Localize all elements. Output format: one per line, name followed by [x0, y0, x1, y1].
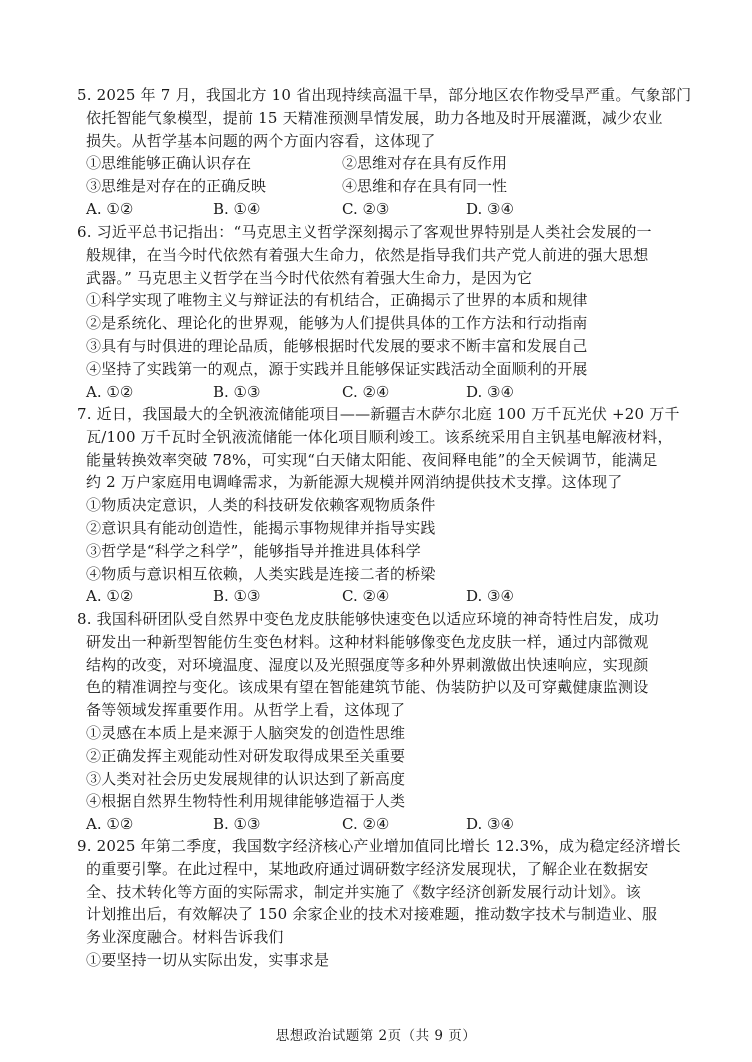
q7-option-line: ④物质与意识相互依赖，人类实践是连接二者的桥梁: [86, 564, 436, 583]
question-5: [77, 84, 692, 221]
q8-option-line: ③人类对社会历史发展规律的认识达到了新高度: [86, 769, 406, 788]
q9-stem-line: 全、技术转化等方面的实际需求，制定并实施了《数字经济创新发展行动计划》。该: [86, 882, 641, 901]
q6-choice-a: A. ①②: [86, 382, 134, 401]
q6-stem-line: 6. 习近平总书记指出：“马克思主义哲学深刻揭示了客观世界特别是人类社会发展的一: [77, 223, 652, 241]
page-footer: 思想政治试题第 2页（共 9 页）: [275, 1028, 477, 1044]
q7-choice-d: D. ③④: [466, 587, 514, 606]
q7-stem-line: 瓦/100 万千瓦时全钒液流储能一体化项目顺利竣工。该系统采用自主钒基电解液材料，: [86, 427, 673, 446]
q6-choice-c: C. ②④: [342, 382, 390, 401]
q8-stem-line: 结构的改变，对环境温度、湿度以及光照强度等多种外界刺激做出快速响应，实现颜: [86, 655, 649, 674]
question-6: [77, 221, 668, 403]
q8-choice-d: D. ③④: [466, 815, 514, 834]
q5-statement-1: ①思维能够正确认识存在: [86, 154, 252, 173]
q9-option-line: ①要坚持一切从实际出发，实事求是: [86, 950, 330, 969]
q6-option-line: ④坚持了实践第一的观点，源于实践并且能够保证实践活动全面顺利的开展: [86, 359, 588, 378]
q8-option-line: ④根据自然界生物特性利用规律能够造福于人类: [86, 792, 406, 811]
q7-choice-row: [86, 585, 668, 608]
q9-stem-line: 的重要引擎。在此过程中，某地政府通过调研数字经济发展现状，了解企业在数据安: [86, 859, 649, 878]
q6-option-line: ③具有与时俱进的理论品质，能够根据时代发展的要求不断丰富和发展自己: [86, 336, 588, 355]
q6-choice-row: [86, 381, 668, 404]
question-8: [77, 608, 668, 836]
q8-stem-line: 备等领域发挥重要作用。从哲学上看，这体现了: [86, 701, 406, 720]
q7-option-line: ③哲学是“科学之科学”，能够指导并推进具体科学: [86, 541, 421, 560]
q8-option-line: ②正确发挥主观能动性对研发取得成果至关重要: [86, 746, 406, 765]
q8-stem-line: 8. 我国科研团队受自然界中变色龙皮肤能够快速变色以适应环境的神奇特性启发，成功: [77, 610, 660, 628]
q8-choice-a: A. ①②: [86, 815, 134, 834]
q7-stem-line: 7. 近日，我国最大的全钒液流储能项目——新疆吉木萨尔北庭 100 万千瓦光伏 +20 万千: [77, 405, 680, 423]
q7-choice-c: C. ②④: [342, 587, 390, 606]
q5-choice-b: B. ①④: [213, 199, 261, 218]
q5-statement-2: ②思维对存在具有反作用: [342, 154, 508, 173]
q5-statement-row: [86, 152, 668, 175]
q7-option-line: ①物质决定意识，人类的科技研发依赖客观物质条件: [86, 496, 436, 515]
q5-choice-d: D. ③④: [466, 199, 514, 218]
q7-stem-line: 能量转换效率突破 78%，可实现“白天储太阳能、夜间释电能”的全天候调节，能满足: [86, 450, 658, 469]
q5-stem-line: 5. 2025 年 7 月，我国北方 10 省出现持续高温干旱，部分地区农作物受旱严重。气象部门: [77, 86, 692, 104]
q5-stem-line: 损失。从哲学基本问题的两个方面内容看，这体现了: [86, 131, 436, 150]
q8-choice-c: C. ②④: [342, 815, 390, 834]
question-7: [77, 403, 680, 608]
q8-stem-line: 色的精准调控与变化。该成果有望在智能建筑节能、伪装防护以及可穿戴健康监测设: [86, 678, 649, 697]
q6-choice-d: D. ③④: [466, 382, 514, 401]
q5-choice-a: A. ①②: [86, 199, 134, 218]
q6-stem-line: 武器。” 马克思主义哲学在当今时代依然有着强大生命力，是因为它: [86, 268, 533, 287]
q6-stem-line: 般规律，在当今时代依然有着强大生命力，依然是指导我们共产党人前进的强大思想: [86, 245, 649, 264]
q8-choice-row: [86, 813, 668, 836]
q8-choice-b: B. ①③: [213, 815, 261, 834]
q5-stem-line: 依托智能气象模型，提前 15 天精准预测旱情发展，助力各地及时开展灌溉，减少农业: [86, 108, 663, 127]
q6-choice-b: B. ①③: [213, 382, 261, 401]
q6-option-line: ②是系统化、理论化的世界观，能够为人们提供具体的工作方法和行动指南: [86, 314, 588, 333]
q7-choice-b: B. ①③: [213, 587, 261, 606]
q6-option-line: ①科学实现了唯物主义与辩证法的有机结合，正确揭示了世界的本质和规律: [86, 291, 588, 310]
q9-stem-line: 9. 2025 年第二季度，我国数字经济核心产业增加值同比增长 12.3%，成为稳定经济增长: [77, 837, 681, 855]
q7-option-line: ②意识具有能动创造性，能揭示事物规律并指导实践: [86, 518, 436, 537]
q7-stem-line: 约 2 万户家庭用电调峰需求，为新能源大规模并网消纳提供技术支撑。这体现了: [86, 473, 623, 492]
q5-choice-row: [86, 198, 668, 221]
q7-choice-a: A. ①②: [86, 587, 134, 606]
q9-stem-line: 计划推出后，有效解决了 150 余家企业的技术对接难题，推动数字技术与制造业、服: [86, 905, 658, 924]
q5-statement-row: [86, 175, 668, 198]
q8-option-line: ①灵感在本质上是来源于人脑突发的创造性思维: [86, 723, 406, 742]
q8-stem-line: 研发出一种新型智能仿生变色材料。这种材料能够像变色龙皮肤一样，通过内部微观: [86, 632, 649, 651]
q9-stem-line: 务业深度融合。材料告诉我们: [86, 928, 284, 947]
q5-statement-4: ④思维和存在具有同一性: [342, 177, 508, 196]
question-9: [77, 835, 681, 972]
q5-choice-c: C. ②③: [342, 199, 390, 218]
q5-statement-3: ③思维是对存在的正确反映: [86, 177, 267, 196]
